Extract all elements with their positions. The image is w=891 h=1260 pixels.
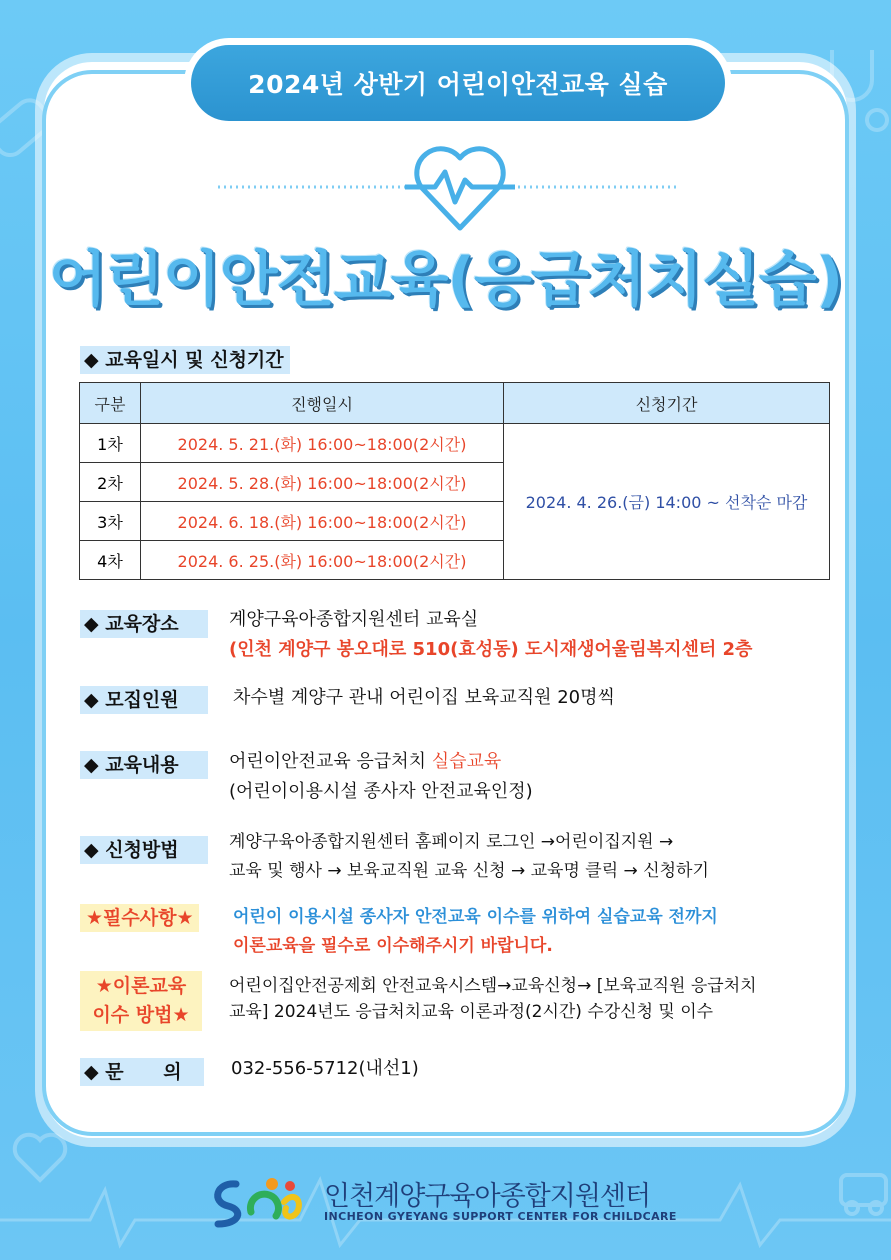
table-header-row: [80, 383, 830, 424]
bandage-icon: [0, 86, 50, 166]
recruit-label: ◆ 모집인원: [80, 686, 208, 714]
column-header: 구분: [80, 383, 141, 424]
round-cell: 3차: [80, 502, 141, 541]
schedule-label: ◆ 교육일시 및 신청기간: [80, 346, 290, 374]
footer-org-name-en: INCHEON GYEYANG SUPPORT CENTER FOR CHILDCARE: [324, 1210, 677, 1223]
datetime-cell: 2024. 5. 21.(화) 16:00~18:00(2시간): [141, 424, 504, 463]
datetime-cell: 2024. 6. 25.(화) 16:00~18:00(2시간): [141, 541, 504, 580]
recruit-text: 차수별 계양구 관내 어린이집 보육교직원 20명씩: [233, 687, 615, 708]
required-line2: 이론교육을 필수로 이수해주시기 바랍니다.: [233, 936, 553, 956]
round-cell: 2차: [80, 463, 141, 502]
theory-label-line2: 이수 방법★: [92, 1004, 190, 1026]
method-line1: 계양구육아종합지원센터 홈페이지 로그인 →어린이집지원 →: [229, 832, 674, 852]
theory-label-line1: ★이론교육: [95, 975, 187, 997]
content-highlight: 실습교육: [431, 751, 502, 772]
datetime-cell: 2024. 6. 18.(화) 16:00~18:00(2시간): [141, 502, 504, 541]
column-header: 신청기간: [504, 383, 830, 424]
round-cell: 4차: [80, 541, 141, 580]
column-header: 진행일시: [141, 383, 504, 424]
method-line2: 교육 및 행사 → 보육교직원 교육 신청 → 교육명 클릭 → 신청하기: [229, 861, 709, 881]
place-label: ◆ 교육장소: [80, 610, 208, 638]
required-label: ★필수사항★: [80, 904, 199, 932]
content-line1-prefix: 어린이안전교육 응급처치: [229, 751, 432, 772]
round-cell: 1차: [80, 424, 141, 463]
place-address: (인천 계양구 봉오대로 510(효성동) 도시재생어울림복지센터 2층: [229, 639, 753, 660]
theory-line2: 교육] 2024년도 응급처치교육 이론과정(2시간) 수강신청 및 이수: [229, 1002, 714, 1022]
required-line1: 어린이 이용시설 종사자 안전교육 이수를 위하여 실습교육 전까지: [233, 907, 718, 927]
inquiry-phone: 032-556-5712(내선1): [231, 1058, 419, 1079]
theory-line1: 어린이집안전공제회 안전교육시스템→교육신청→ [보육교직원 응급처치: [229, 976, 757, 996]
footer-org-name: 인천계양구육아종합지원센터: [324, 1181, 651, 1212]
place-line1: 계양구육아종합지원센터 교육실: [229, 609, 479, 630]
datetime-cell: 2024. 5. 28.(화) 16:00~18:00(2시간): [141, 463, 504, 502]
table-row: [80, 424, 830, 463]
content-line2: (어린이이용시설 종사자 안전교육인정): [229, 781, 533, 802]
center-logo-icon: [206, 1172, 316, 1232]
inquiry-label: ◆ 문 의: [80, 1058, 204, 1086]
schedule-table: [79, 382, 830, 580]
theory-label: [80, 971, 202, 1031]
main-title: 어린이안전교육(응급처치실습): [48, 245, 843, 315]
header-title: 2024년 상반기 어린이안전교육 실습: [191, 45, 725, 121]
method-label: ◆ 신청방법: [80, 836, 208, 864]
content-label: ◆ 교육내용: [80, 751, 208, 779]
content-line1: [229, 748, 501, 776]
heart-pulse-icon: [210, 140, 690, 240]
application-period-cell: 2024. 4. 26.(금) 14:00 ~ 선착순 마감: [504, 424, 830, 580]
